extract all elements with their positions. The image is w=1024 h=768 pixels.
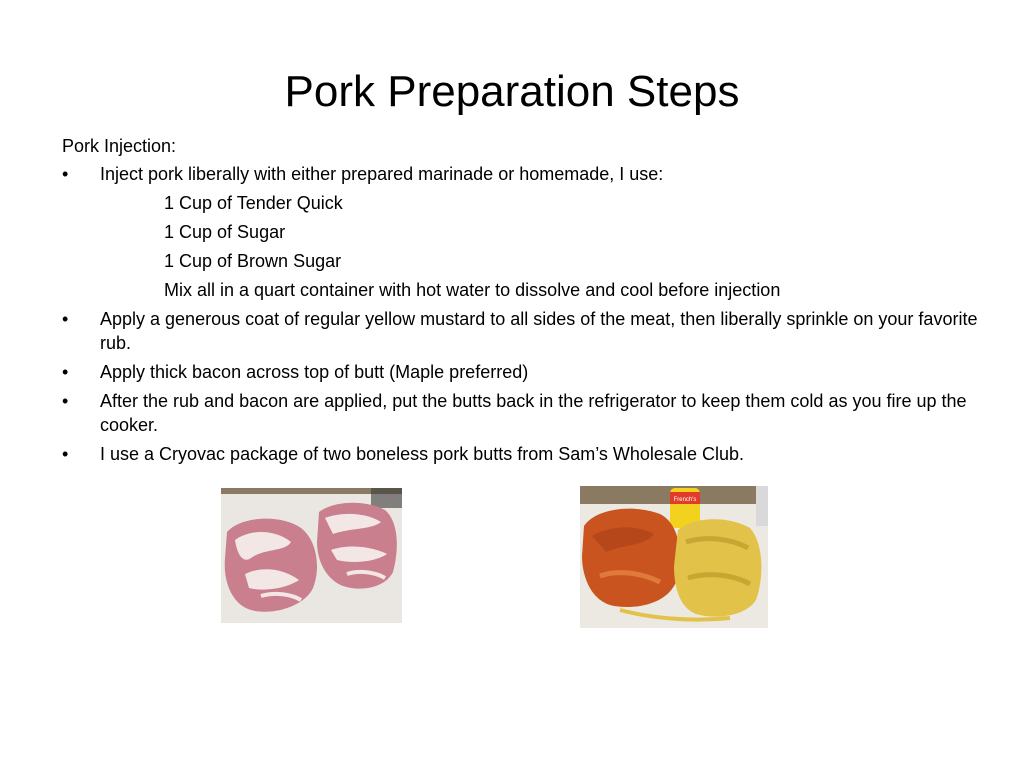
bullet-item-cryovac [62,442,982,466]
bullet-glyph: • [62,444,69,464]
slide-body [62,134,982,471]
rubbed-pork-left [582,509,680,607]
raw-pork-right [317,503,397,589]
bullet-glyph: • [62,164,69,184]
ingredient-item: Mix all in a quart container with hot water to dissolve and cool before injection [164,280,781,300]
bullet-glyph: • [62,391,69,411]
ingredient-item: 1 Cup of Sugar [164,222,286,242]
slide-title: Pork Preparation Steps [284,67,740,116]
bullet-item-injection [62,162,982,302]
ingredient-item: 1 Cup of Tender Quick [164,193,343,213]
bullet-item-refrigerate [62,389,982,437]
bullet-text: Apply thick bacon across top of butt (Maple preferred) [100,362,529,382]
bullet-glyph: • [62,362,69,382]
bullet-item-bacon [62,360,982,384]
raw-pork-photo [221,488,402,623]
ingredient-item: 1 Cup of Brown Sugar [164,251,342,271]
bottle-label: French's [673,497,697,503]
raw-pork-image [221,488,402,623]
rubbed-pork-image [580,486,768,628]
raw-pork-left [225,519,317,612]
bullet-item-mustard [62,307,982,355]
mustard-pork-right [674,519,761,616]
bullet-text: Inject pork liberally with either prepared marinade or homemade, I use: [100,164,664,184]
side-object [756,486,768,526]
bullet-text: After the rub and bacon are applied, put the butts back in the refrigerator to keep them cold as you fire up the cooker. [100,391,967,435]
ingredient-list [62,191,982,302]
bullet-text: Apply a generous coat of regular yellow mustard to all sides of the meat, then liberally sprinkle on your favorite rub. [100,309,978,353]
knife-handle [371,488,402,508]
rubbed-pork-photo [580,486,768,628]
bullet-glyph: • [62,309,69,329]
intro-heading: Pork Injection: [62,136,177,156]
bullet-text: I use a Cryovac package of two boneless pork butts from Sam’s Wholesale Club. [100,444,744,464]
